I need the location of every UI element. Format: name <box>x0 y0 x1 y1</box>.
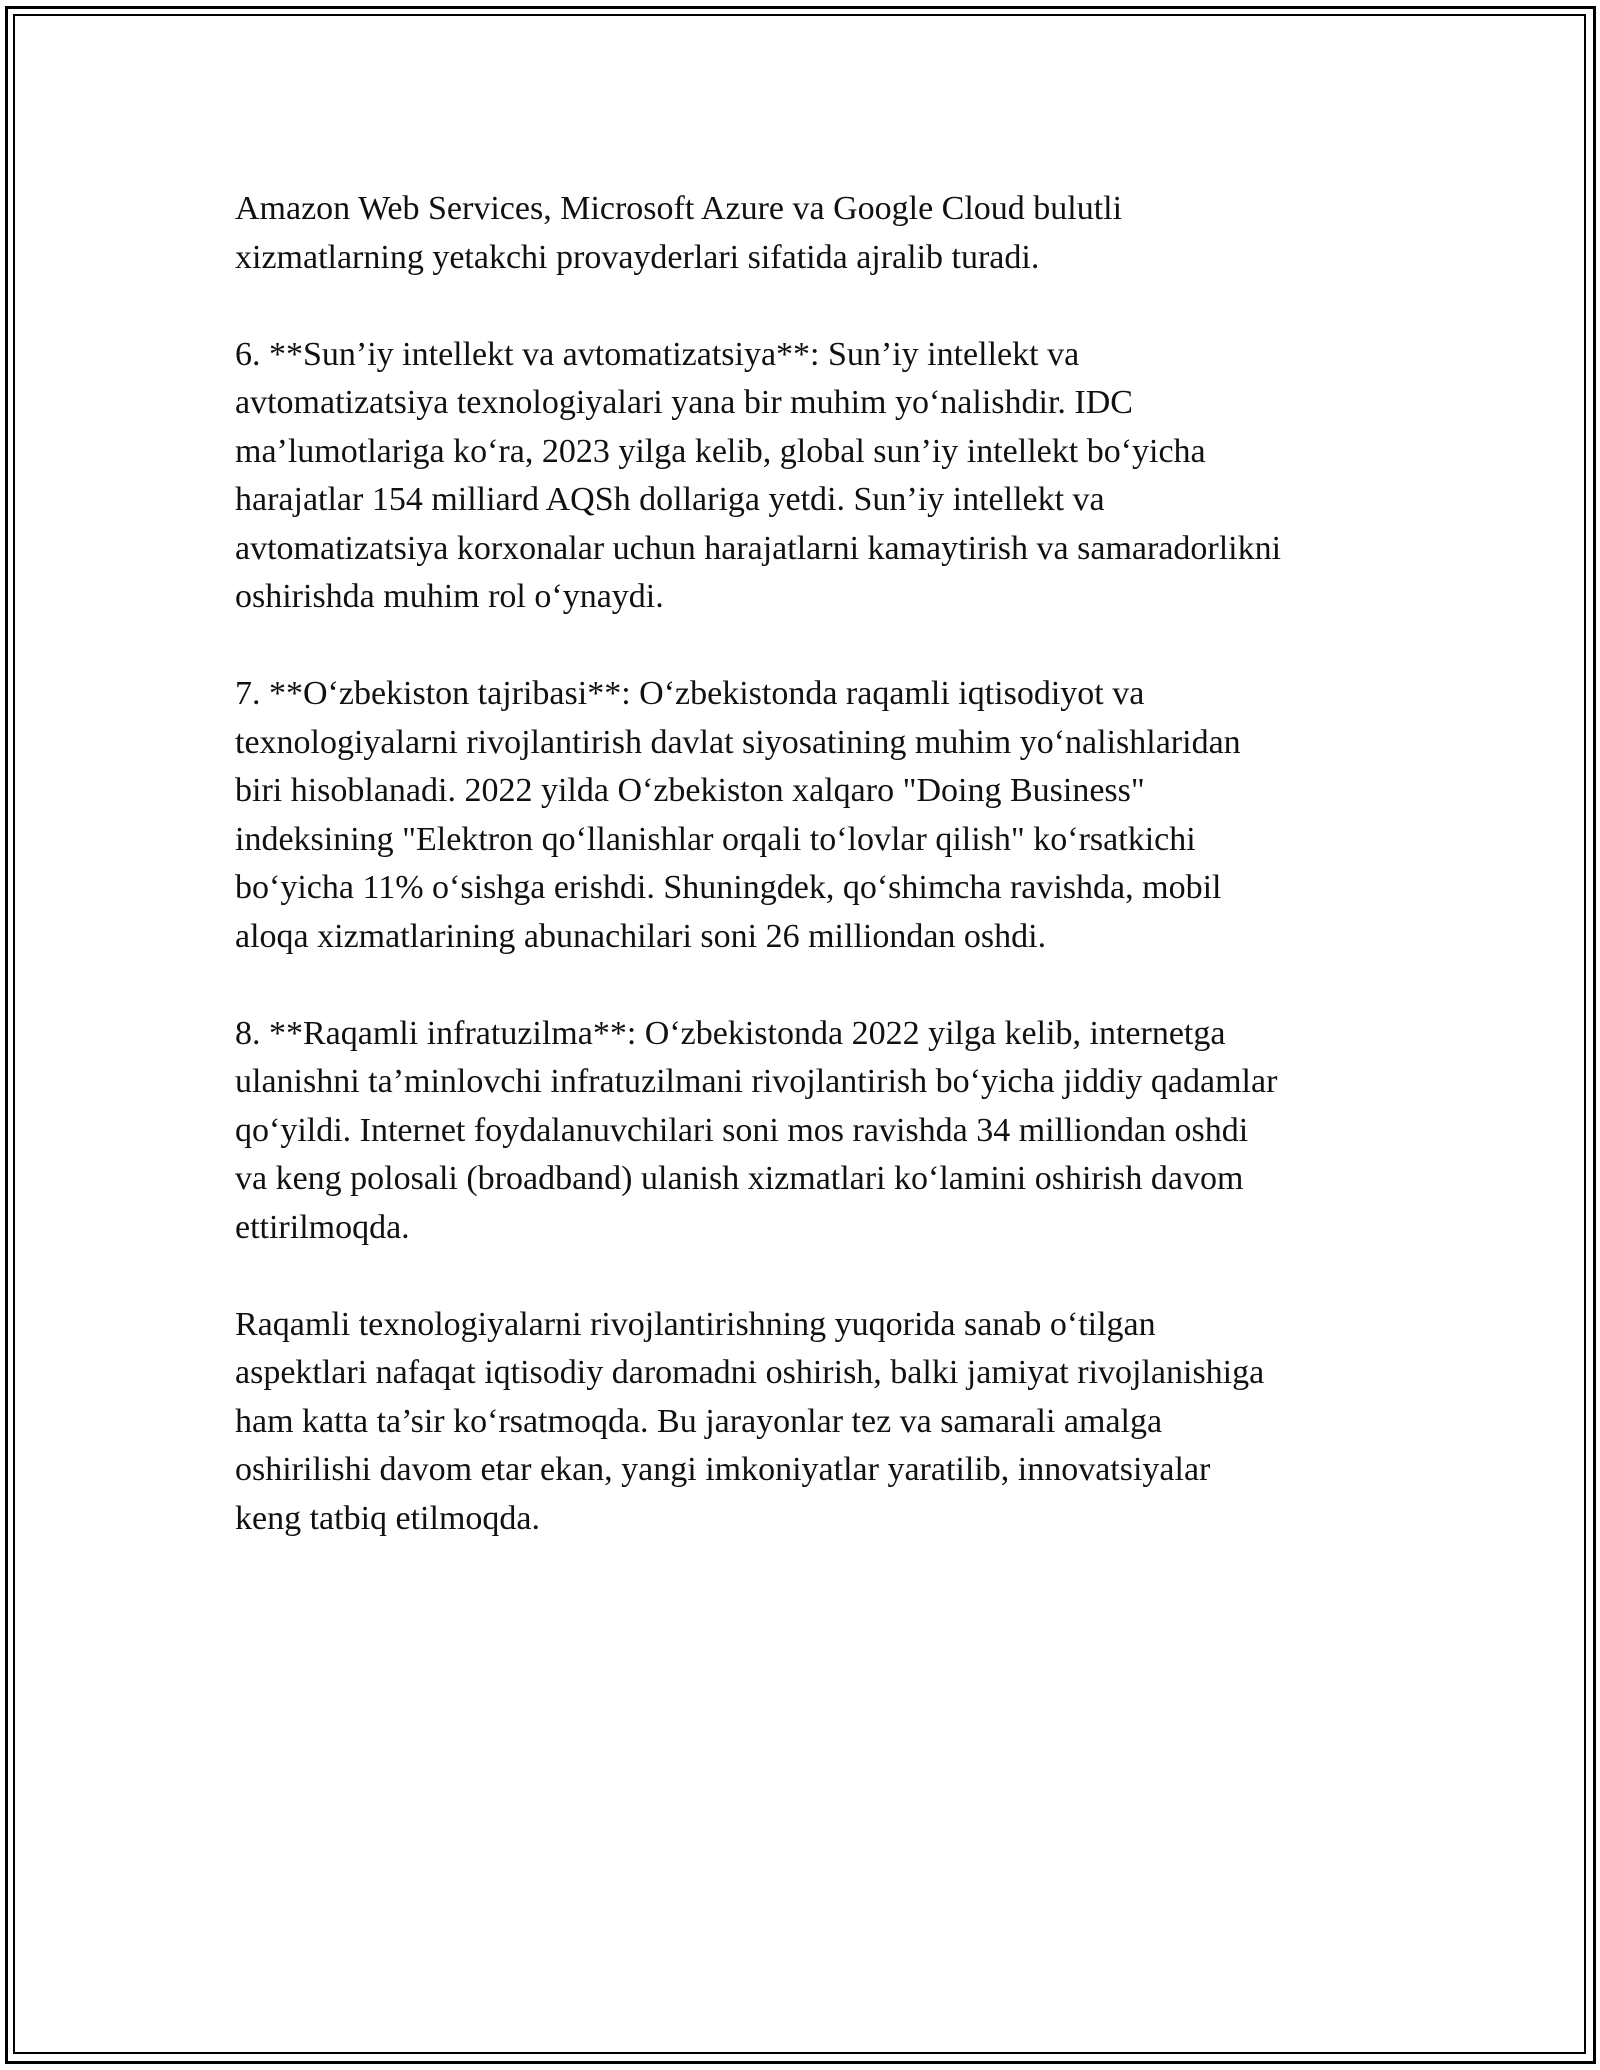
text-line: avtomatizatsiya korxonalar uchun harajatlarni kamaytirish va samaradorlikni <box>235 529 1282 567</box>
text-line: 7. **O‘zbekiston tajribasi**: O‘zbekistonda raqamli iqtisodiyot va <box>235 675 1145 712</box>
text-line: aspektlari nafaqat iqtisodiy daromadni oshirish, balki jamiyat rivojlanishiga <box>235 1354 1265 1391</box>
text-line: ma’lumotlariga ko‘ra, 2023 yilga kelib, global sun’iy intellekt bo‘yicha <box>235 432 1206 470</box>
text-line: 8. **Raqamli infratuzilma**: O‘zbekistonda 2022 yilga kelib, internetga <box>235 1014 1226 1052</box>
text-line: biri hisoblanadi. 2022 yilda O‘zbekiston xalqaro "Doing Business" <box>235 772 1145 809</box>
text-line: avtomatizatsiya texnologiyalari yana bir muhim yo‘nalishdir. IDC <box>235 384 1133 421</box>
text-line: va keng polosali (broadband) ulanish xizmatlari ko‘lamini oshirish davom <box>235 1160 1244 1197</box>
text-line: oshirishda muhim rol o‘ynaydi. <box>235 578 664 615</box>
text-line: qo‘yildi. Internet foydalanuvchilari soni mos ravishda 34 milliondan oshdi <box>235 1111 1249 1149</box>
text-line: texnologiyalarni rivojlantirish davlat siyosatining muhim yo‘nalishlaridan <box>235 723 1241 761</box>
paragraph-uzbekistan-experience <box>235 670 1415 961</box>
text-line: Raqamli texnologiyalarni rivojlantirishning yuqorida sanab o‘tilgan <box>235 1305 1156 1343</box>
text-line: ham katta ta’sir ko‘rsatmoqda. Bu jarayonlar tez va samarali amalga <box>235 1402 1163 1440</box>
text-line: indeksining "Elektron qo‘llanishlar orqali to‘lovlar qilish" ko‘rsatkichi <box>235 820 1196 858</box>
paragraph-digital-infrastructure <box>235 1010 1415 1253</box>
paragraph-conclusion <box>235 1301 1415 1544</box>
text-line: ettirilmoqda. <box>235 1208 410 1246</box>
text-line: ulanishni ta’minlovchi infratuzilmani rivojlantirish bo‘yicha jiddiy qadamlar <box>235 1063 1278 1100</box>
paragraph-cloud-providers <box>235 185 1415 282</box>
text-line: aloqa xizmatlarining abunachilari soni 26 milliondan oshdi. <box>235 917 1047 955</box>
text-line: Amazon Web Services, Microsoft Azure va Google Cloud bulutli <box>235 190 1123 227</box>
paragraph-ai-automation <box>235 331 1415 622</box>
text-line: keng tatbiq etilmoqda. <box>235 1499 540 1537</box>
text-line: oshirilishi davom etar ekan, yangi imkoniyatlar yaratilib, innovatsiyalar <box>235 1451 1211 1488</box>
text-line: bo‘yicha 11% o‘sishga erishdi. Shuningdek, qo‘shimcha ravishda, mobil <box>235 869 1222 906</box>
text-line: harajatlar 154 milliard AQSh dollariga yetdi. Sun’iy intellekt va <box>235 481 1105 518</box>
document-body <box>235 185 1415 1592</box>
text-line: xizmatlarning yetakchi provayderlari sifatida ajralib turadi. <box>235 238 1040 276</box>
text-line: 6. **Sun’iy intellekt va avtomatizatsiya**: Sun’iy intellekt va <box>235 335 1080 373</box>
